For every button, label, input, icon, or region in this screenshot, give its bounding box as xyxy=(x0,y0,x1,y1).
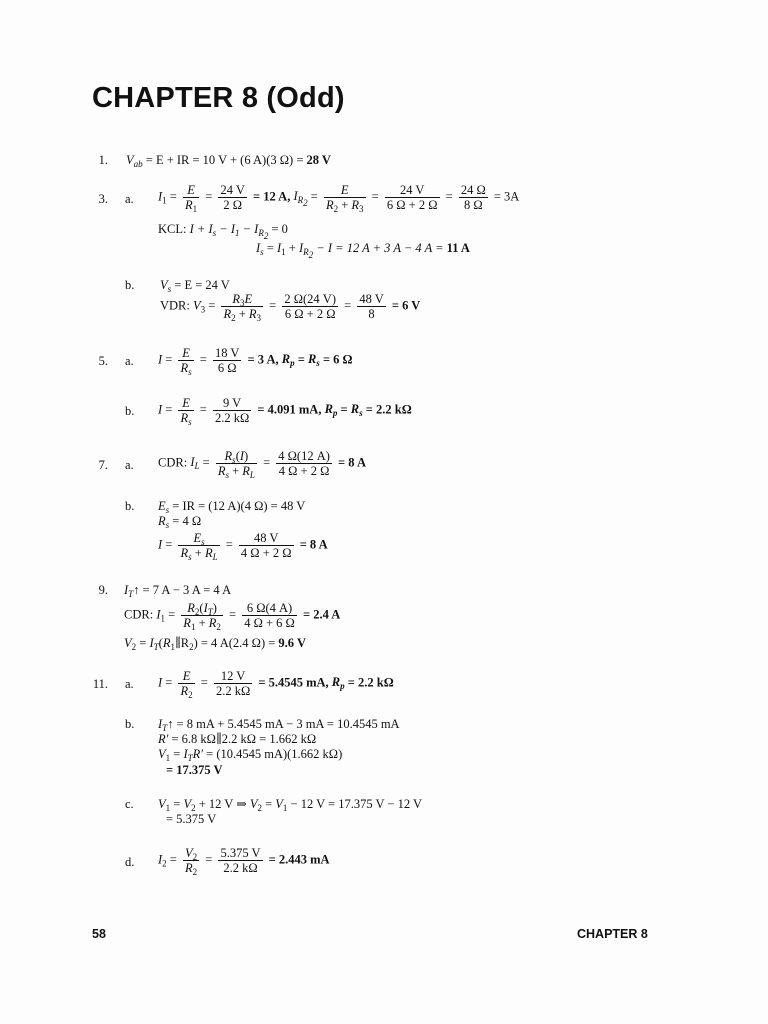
problem-3b-vs: $V_s = E = 24$ V xyxy=(160,278,230,294)
footer-chapter: CHAPTER 8 xyxy=(577,927,648,941)
problem-3a-equation: $I_1$ = $\frac{E}{R_1}$ = $\frac{24 V}{2 \Omega}$ = 12 A, $I_{R_2}$ = $\frac{E}{R_2 + R_3}$ = $\frac{24 V}{6 \Omega + 2 \Omega}$ = $\frac{24 \Omega}{8 \Omega}$ = 3A xyxy=(158,183,520,214)
problem-7a-equation: CDR: $I_L$ = $\frac{R_s(I)}{R_s + R_L}$ = $\frac{4 \Omega(12 A)}{4 \Omega + 2 \Omega}$ = 8 A xyxy=(158,449,366,480)
problem-7b-es: $E_s$ = IR = (12 A)(4 Ω) = 48 V xyxy=(158,499,306,515)
problem-3-number: 3. xyxy=(98,192,108,206)
problem-11a-equation: I = $\frac{E}{R_2}$ = $\frac{12 V}{2.2 k\Omega}$ = 5.4545 mA, $R_p = 2.2$ kΩ xyxy=(158,669,394,700)
problem-5-number: 5. xyxy=(98,354,108,368)
problem-5b-equation: I = $\frac{E}{R_s}$ = $\frac{9 V}{2.2 k\Omega}$ = 4.091 mA, $R_p = R_s = 2.2$ kΩ xyxy=(158,396,412,427)
problem-5a-label: a. xyxy=(125,354,134,368)
problem-11d-label: d. xyxy=(125,855,135,869)
problem-3a-kcl: KCL: $I + I_s - I_1 - I_{R_2} = 0$ xyxy=(158,222,288,241)
problem-11c-equation: $V_1 = V_2 + 12$ V ⇒ $V_2 = V_1 - 12$ V = 17.375 V − 12 V xyxy=(158,797,423,813)
problem-3a-label: a. xyxy=(125,192,134,206)
problem-9-it: $I_T↑ = 7$ A − 3 A = 4 A xyxy=(124,583,232,599)
problem-5a-equation: I = $\frac{E}{R_s}$ = $\frac{18 V}{6 \Omega}$ = 3 A, $R_p = R_s = 6$ Ω xyxy=(158,346,353,377)
problem-3b-vdr: VDR: $V_3$ = $\frac{R_3E}{R_2 + R_3}$ = $\frac{2 \Omega(24 V)}{6 \Omega + 2 \Omega}$ = $\frac{48 V}{8}$ = 6 V xyxy=(160,292,421,323)
problem-1-number: 1. xyxy=(98,153,108,167)
problem-7a-label: a. xyxy=(125,458,134,472)
problem-1-equation: $V_{ab} = E$ + IR = 10 V + (6 A)(3 Ω) = 28 V xyxy=(126,153,331,169)
problem-3a-is: $I_s = I_1 + I_{R_2} - I = 12$ A + 3 A − 4 A = 11 A xyxy=(256,241,470,260)
problem-11b-v1: $V_1 = I_TR' = (10.4545$ mA)(1.662 kΩ) xyxy=(158,747,343,763)
problem-11b-it: $I_T↑ = 8$ mA + 5.4545 mA − 3 mA = 10.4545 mA xyxy=(158,717,400,733)
problem-7b-label: b. xyxy=(125,499,135,513)
footer-page-number: 58 xyxy=(92,927,106,941)
problem-11a-label: a. xyxy=(125,677,134,691)
problem-7b-rs: $R_s = 4$ Ω xyxy=(158,514,202,530)
problem-7b-current: I = $\frac{E_s}{R_s + R_L}$ = $\frac{48 V}{4 \Omega + 2 \Omega}$ = 8 A xyxy=(158,531,328,562)
problem-11b-label: b. xyxy=(125,717,135,731)
problem-11-number: 11. xyxy=(92,677,108,691)
problem-11b-rprime: R′ = 6.8 kΩ∥2.2 kΩ = 1.662 kΩ xyxy=(158,732,317,746)
problem-9-number: 9. xyxy=(98,583,108,597)
problem-11d-equation: $I_2$ = $\frac{V_2}{R_2}$ = $\frac{5.375 V}{2.2 k\Omega}$ = 2.443 mA xyxy=(158,846,330,877)
problem-7-number: 7. xyxy=(98,458,108,472)
problem-11c-label: c. xyxy=(125,797,134,811)
problem-3b-label: b. xyxy=(125,278,135,292)
chapter-title: CHAPTER 8 (Odd) xyxy=(92,82,345,114)
problem-9-v2: $V_2$ = $I_T(R_1\parallel R_2) = 4$ A(2.4 Ω) = 9.6 V xyxy=(124,636,306,652)
problem-11b-result: = 17.375 V xyxy=(166,763,223,777)
problem-5b-label: b. xyxy=(125,404,135,418)
problem-9-cdr: CDR: $I_1$ = $\frac{R_2(I_T)}{R_1 + R_2}$ = $\frac{6 \Omega(4 A)}{4 \Omega + 6 \Omega}$ = 2.4 A xyxy=(124,601,341,632)
problem-11c-result: = 5.375 V xyxy=(166,812,217,826)
